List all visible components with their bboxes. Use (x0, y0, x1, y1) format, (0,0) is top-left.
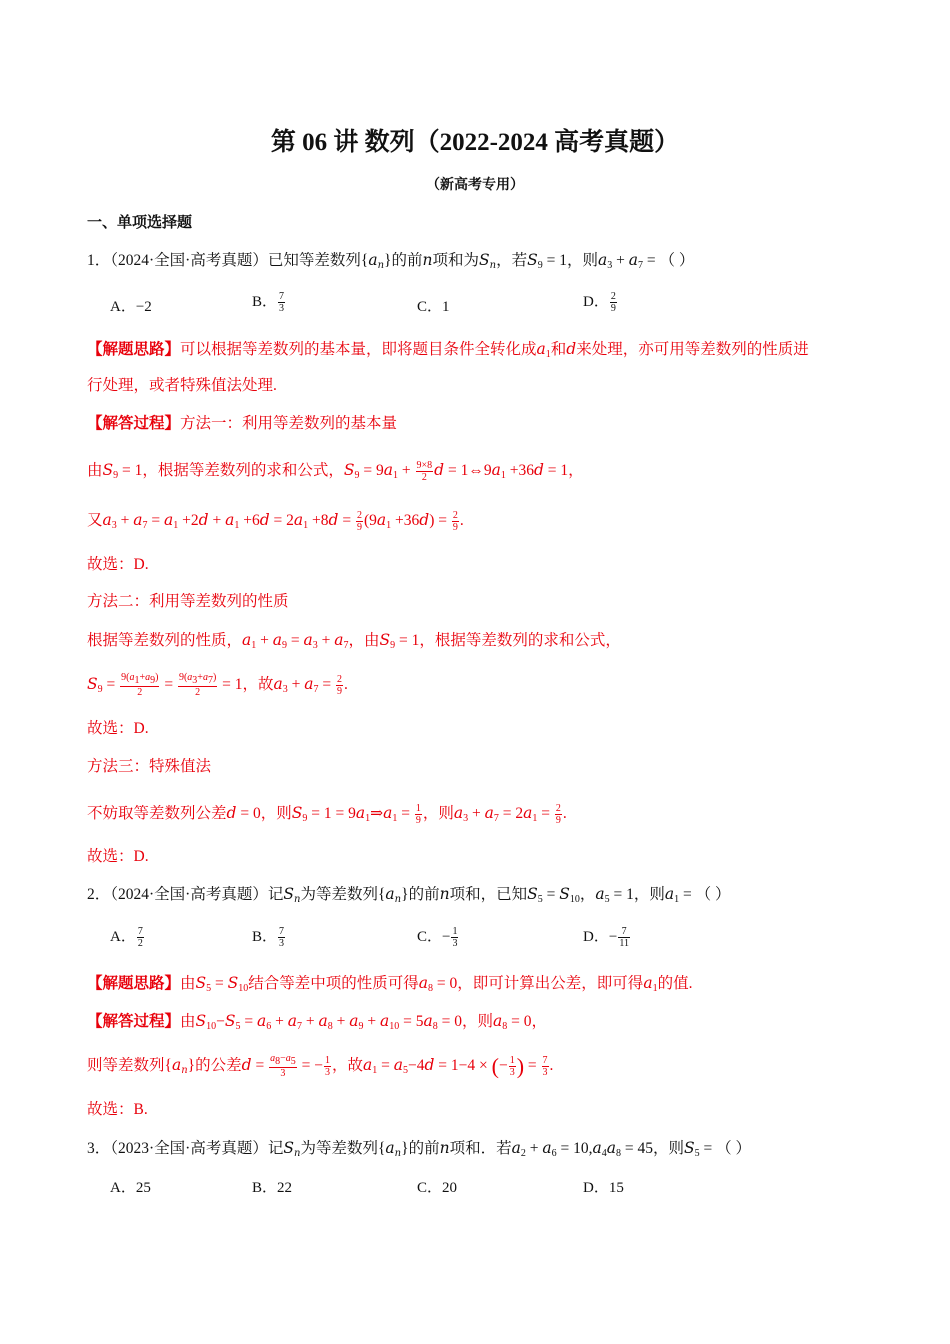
question-1-answer-2: 故选：D. (87, 720, 149, 737)
page-subtitle: （新高考专用） (426, 178, 524, 193)
question-2-process-step-2: 则等差数列$\{a_n\}$的公差d = $\frac{a_8-a_5}{3}$ = − $\frac{1}{3}$ ，故$a_1 = a_5-4d = 1-4$ × (− $\frac{1}{3}$ ) = $\frac{7}{3}$ . (87, 1053, 554, 1080)
question-1-method-3-title: 方法三：特殊值法 (87, 758, 212, 775)
question-1-process-title: 【解答过程】方法一：利用等差数列的基本量 (87, 415, 398, 432)
question-1-method-2-step-2: $S_9$ = $\frac{9(a_1+a_9)}{2}$ = $\frac{9(a_3+a_7)}{2}$ = 1，故$a_3 + a_7$ = $\frac{2}{9}$ . (87, 672, 348, 699)
question-2-option-b[interactable]: B． $\frac{7}{3}$ (252, 926, 285, 950)
question-2-option-d[interactable]: D．− $\frac{7}{11}$ (583, 926, 629, 950)
question-3-stem: 3．（2023·全国·高考真题）记$S_n$为等差数列$\{a_n\}$的前n项和．若$a_2 + a_6 = 10,a_4a_8 = 45$，则$S_5$ = （ ） (87, 1139, 751, 1159)
question-1-option-d[interactable]: D． $\frac{2}{9}$ (583, 291, 616, 315)
question-1-method-1-step-1: 由$S_9 = 1$，根据等差数列的求和公式，$S_9 = 9a_1$ + $\frac{9\times 8}{2}$ $d = 1\Leftrightarrow 9a_1 +36d = 1$， (87, 459, 584, 483)
question-1-method-3-step: 不妨取等差数列公差d = 0，则$S_9 = 1$ = $9a_1\Rightarrow a_1$ = $\frac{1}{9}$ ，则$a_3 + a_7 = 2a_1$ = $\frac{2}{9}$ . (87, 802, 567, 826)
question-2-stem: 2．（2024·全国·高考真题）记$S_n$为等差数列$\{a_n\}$的前n项和，已知$S_5 = S_{10}$，$a_5 = 1$，则$a_1$ = （ ） (87, 885, 731, 905)
question-3-option-a[interactable]: A．25 (110, 1180, 151, 1196)
question-1-method-2-title: 方法二：利用等差数列的性质 (87, 593, 289, 610)
question-1-thinking: 【解题思路】可以根据等差数列的基本量，即将题目条件全转化成$a_1$和d来处理，亦可用等差数列的性质进 (87, 340, 809, 360)
section-heading: 一、单项选择题 (87, 215, 193, 231)
question-1-method-1-step-2: 又$a_3 + a_7 = a_1 +2d + a_1 +6d = 2a_1 +8d$ = $\frac{2}{9}$ $(9a_1 +36d)$ = $\frac{2}{9}$ . (87, 509, 464, 533)
question-1-stem: 1．（2024·全国·高考真题）已知等差数列$\{a_n\}$的前n项和为$S_n$，若$S_9 = 1$，则$a_3 + a_7$ = （ ） (87, 251, 695, 271)
question-2-thinking: 【解题思路】由$S_5 = S_{10}$结合等差中项的性质可得$a_8 = 0$，即可计算出公差，即可得$a_1$的值. (87, 974, 693, 994)
question-2-process: 【解答过程】由$S_{10}-S_5 = a_6 + a_7 + a_8 + a_9 + a_{10} = 5a_8 = 0$，则$a_8 = 0$， (87, 1012, 548, 1032)
question-2-option-a[interactable]: A． $\frac{7}{2}$ (110, 926, 143, 950)
page-title: 第 06 讲 数列（2022-2024 高考真题） (270, 129, 680, 156)
question-1-option-c[interactable]: C．1 (417, 299, 450, 315)
question-3-option-b[interactable]: B．22 (252, 1180, 293, 1196)
question-1-method-2-step-1: 根据等差数列的性质，$a_1 + a_9 = a_3 + a_7$，由$S_9 = 1$，根据等差数列的求和公式， (87, 631, 621, 651)
question-2-option-c[interactable]: C．− $\frac{1}{3}$ (417, 926, 458, 950)
question-1-option-a[interactable]: A．−2 (110, 299, 152, 315)
question-1-answer-1: 故选：D. (87, 556, 149, 573)
question-3-option-c[interactable]: C．20 (417, 1180, 458, 1196)
question-1-thinking-cont: 行处理，或者特殊值法处理. (87, 377, 277, 394)
question-1-answer-3: 故选：D. (87, 848, 149, 865)
question-2-answer: 故选：B. (87, 1101, 148, 1118)
question-3-option-d[interactable]: D．15 (583, 1180, 624, 1196)
question-1-option-b[interactable]: B． $\frac{7}{3}$ (252, 291, 285, 315)
